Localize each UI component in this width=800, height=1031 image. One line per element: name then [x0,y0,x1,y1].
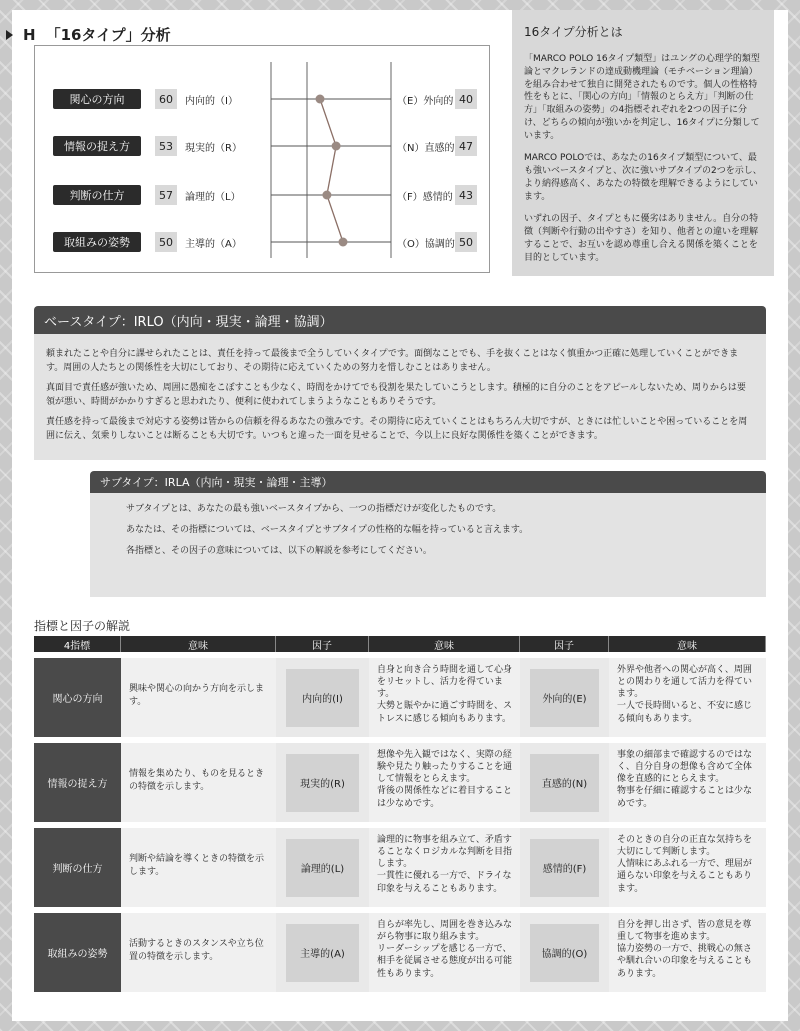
factor-label: 感情的(F) [530,839,599,897]
base-paragraph: 真面目で責任感が強いため、周囲に愚痴をこぼすことも少なく、時間をかけてでも役割を果たしていこうとします。積極的に自分のことをアピールしないため、周りからは要領が悪い、時間がかかりすぎると思われたり、便利に使われてしまうようなこともありそうです。 [46,382,746,407]
chart-row-label: 情報の捉え方 [53,136,141,156]
table-cell-factor [276,743,369,822]
table-cell-factor [520,913,609,992]
chart-left-pole: 内向的（I） [185,95,238,107]
chart-left-value: 57 [155,185,177,205]
table-cell-meaning: 情報を集めたり、ものを見るときの特徴を示します。 [121,743,276,822]
table-cell-factor [276,913,369,992]
chart-row-label: 取組みの姿勢 [53,232,141,252]
table-header-row [34,636,766,652]
series-point [322,191,331,200]
chart-left-value: 53 [155,136,177,156]
chart-right-value: 50 [455,232,477,252]
chart-row-label: 関心の方向 [53,89,141,109]
sub-paragraph: あなたは、その指標については、ベースタイプとサブタイプの性格的な幅を持っていると言えます。 [126,525,529,536]
info-paragraph: 「MARCO POLO 16タイプ類型」はユングの心理学的類型論とマクレランドの達成動機理論（モチベーション理論）を組み合わせて独自に開発されたものです。個人の性格特性をもとに、「関心の方向」「情報のとらえ方」「判断の仕方」「取組みの姿勢」の4指標それぞれを2つの因子に分け、どちらの傾向が強いかを判定し、16タイプに分類しています。 [524,54,760,141]
base-paragraph: 責任感を持って最後まで対応する姿勢は皆からの信頼を得るあなたの強みです。その期待に応えていくことはもちろん大切ですが、ときには忙しいことや困っていることを周囲に伝え、気乗りしないことは断ることも大切です。いつもと違った一面を見せることで、今以上に良好な関係性を築くことができます。 [46,416,748,441]
base-type-header: ベースタイプ：IRLO（内向・現実・論理・協調） [34,306,766,334]
factor-label: 内向的(I) [286,669,359,727]
table-cell-factor [520,658,609,737]
series-point [332,142,341,151]
table-cell-desc: そのときの自分の正直な気持ちを大切にして判断します。 人情味にあふれる一方で、理屈が通らない印象を与えることもあります。 [609,828,766,907]
chart-left-pole: 現実的（R） [185,142,242,154]
table-cell-index: 情報の捉え方 [34,743,121,822]
table-row [34,658,766,737]
type-chart [34,45,490,273]
factor-table [34,636,766,992]
base-paragraph: 頼まれたことや自分に課せられたことは、責任を持って最後まで全うしていくタイプです。面倒なことでも、手を抜くことはなく慎重かつ正確に処理していくことができます。周囲の人たちとの関係性を大切にしており、その期待に応えていくための努力を惜しむことはありません。 [46,349,739,373]
chart-right-pole: （O）協調的 [397,238,455,250]
section-marker-icon [6,30,13,40]
base-type-body [34,334,766,460]
chart-left-value: 50 [155,232,177,252]
sub-paragraph: サブタイプとは、あなたの最も強いベースタイプから、一つの指標だけが変化したものです。 [126,504,502,514]
table-cell-meaning: 活動するときのスタンスや立ち位置の特徴を示します。 [121,913,276,992]
sub-type-body [90,493,766,597]
table-cell-index: 取組みの姿勢 [34,913,121,992]
series-point [316,95,325,104]
report-page [12,10,788,1021]
sub-paragraph: 各指標と、その因子の意味については、以下の解説を参考にしてください。 [126,546,432,557]
table-header: 因子 [520,636,609,652]
series-point [339,238,348,247]
table-title: 指標と因子の解説 [34,619,131,633]
chart-right-value: 43 [455,185,477,205]
table-cell-factor [276,658,369,737]
table-cell-desc: 事象の細部まで確認するのではなく、自分自身の想像も含めて全体像を直感的にとらえます。 物事を仔細に確認することは少なめです。 [609,743,766,822]
chart-right-pole: （E）外向的 [397,95,454,107]
chart-row-label: 判断の仕方 [53,185,141,205]
table-row [34,913,766,992]
table-cell-meaning: 興味や関心の向かう方向を示します。 [121,658,276,737]
section-title: 「16タイプ」分析 [45,26,171,44]
sub-type-header: サブタイプ：IRLA（内向・現実・論理・主導） [90,471,766,493]
chart-right-value: 40 [455,89,477,109]
table-cell-desc: 自身と向き合う時間を通して心身をリセットし、活力を得ています。 大勢と賑やかに過ごす時間を、ストレスに感じる傾向もあります。 [369,658,520,737]
info-paragraph: いずれの因子、タイプともに優劣はありません。自分の特徴（判断や行動の出やすさ）を知り、他者との違いを理解することで、お互いを認め尊重し合える関係を築くことを目的としています。 [524,214,759,263]
table-header: 4指標 [34,636,121,652]
chart-right-pole: （F）感情的 [397,191,453,203]
table-cell-desc: 自らが率先し、周囲を巻き込みながら物事に取り組みます。 リーダーシップを感じる一方で、相手を従属させる態度が出る可能性もあります。 [369,913,520,992]
series-line [320,99,343,242]
table-header: 意味 [369,636,520,652]
table-cell-desc: 想像や先入観ではなく、実際の経験や見たり触ったりすることを通して情報をとらえます。 背後の関係性などに着目することは少なめです。 [369,743,520,822]
chart-right-value: 47 [455,136,477,156]
factor-label: 現実的(R) [286,754,359,812]
chart-left-value: 60 [155,89,177,109]
section-letter: H [23,25,36,44]
table-row [34,828,766,907]
table-cell-factor [520,828,609,907]
table-cell-index: 関心の方向 [34,658,121,737]
info-title: 16タイプ分析とは [524,25,623,39]
chart-right-pole: （N）直感的 [397,142,455,154]
table-header: 意味 [121,636,276,652]
table-cell-desc: 外界や他者への関心が高く、周囲との関わりを通して活力を得ています。 一人で長時間いると、不安に感じる傾向もあります。 [609,658,766,737]
factor-label: 直感的(N) [530,754,599,812]
table-cell-factor [520,743,609,822]
table-cell-meaning: 判断や結論を導くときの特徴を示します。 [121,828,276,907]
table-header: 因子 [276,636,369,652]
factor-label: 論理的(L) [286,839,359,897]
info-paragraph: MARCO POLOでは、あなたの16タイプ類型について、最も強いベースタイプと、次に強いサブタイプの2つを示し、より納得感高く、あなたの特徴を理解できるようにしています。 [524,153,762,202]
table-header: 意味 [609,636,766,652]
factor-label: 外向的(E) [530,669,599,727]
table-cell-index: 判断の仕方 [34,828,121,907]
table-cell-desc: 論理的に物事を組み立て、矛盾することなくロジカルな判断を目指します。 一貫性に優れる一方で、ドライな印象を与えることもあります。 [369,828,520,907]
chart-left-pole: 主導的（A） [185,238,242,250]
section-heading [20,24,171,45]
factor-label: 協調的(O) [530,924,599,982]
factor-label: 主導的(A) [286,924,359,982]
table-cell-factor [276,828,369,907]
info-panel [512,10,774,276]
table-cell-desc: 自分を押し出さず、皆の意見を尊重して物事を進めます。 協力姿勢の一方で、挑戦心の無さや馴れ合いの印象を与えることもあります。 [609,913,766,992]
chart-left-pole: 論理的（L） [185,191,241,203]
table-row [34,743,766,822]
